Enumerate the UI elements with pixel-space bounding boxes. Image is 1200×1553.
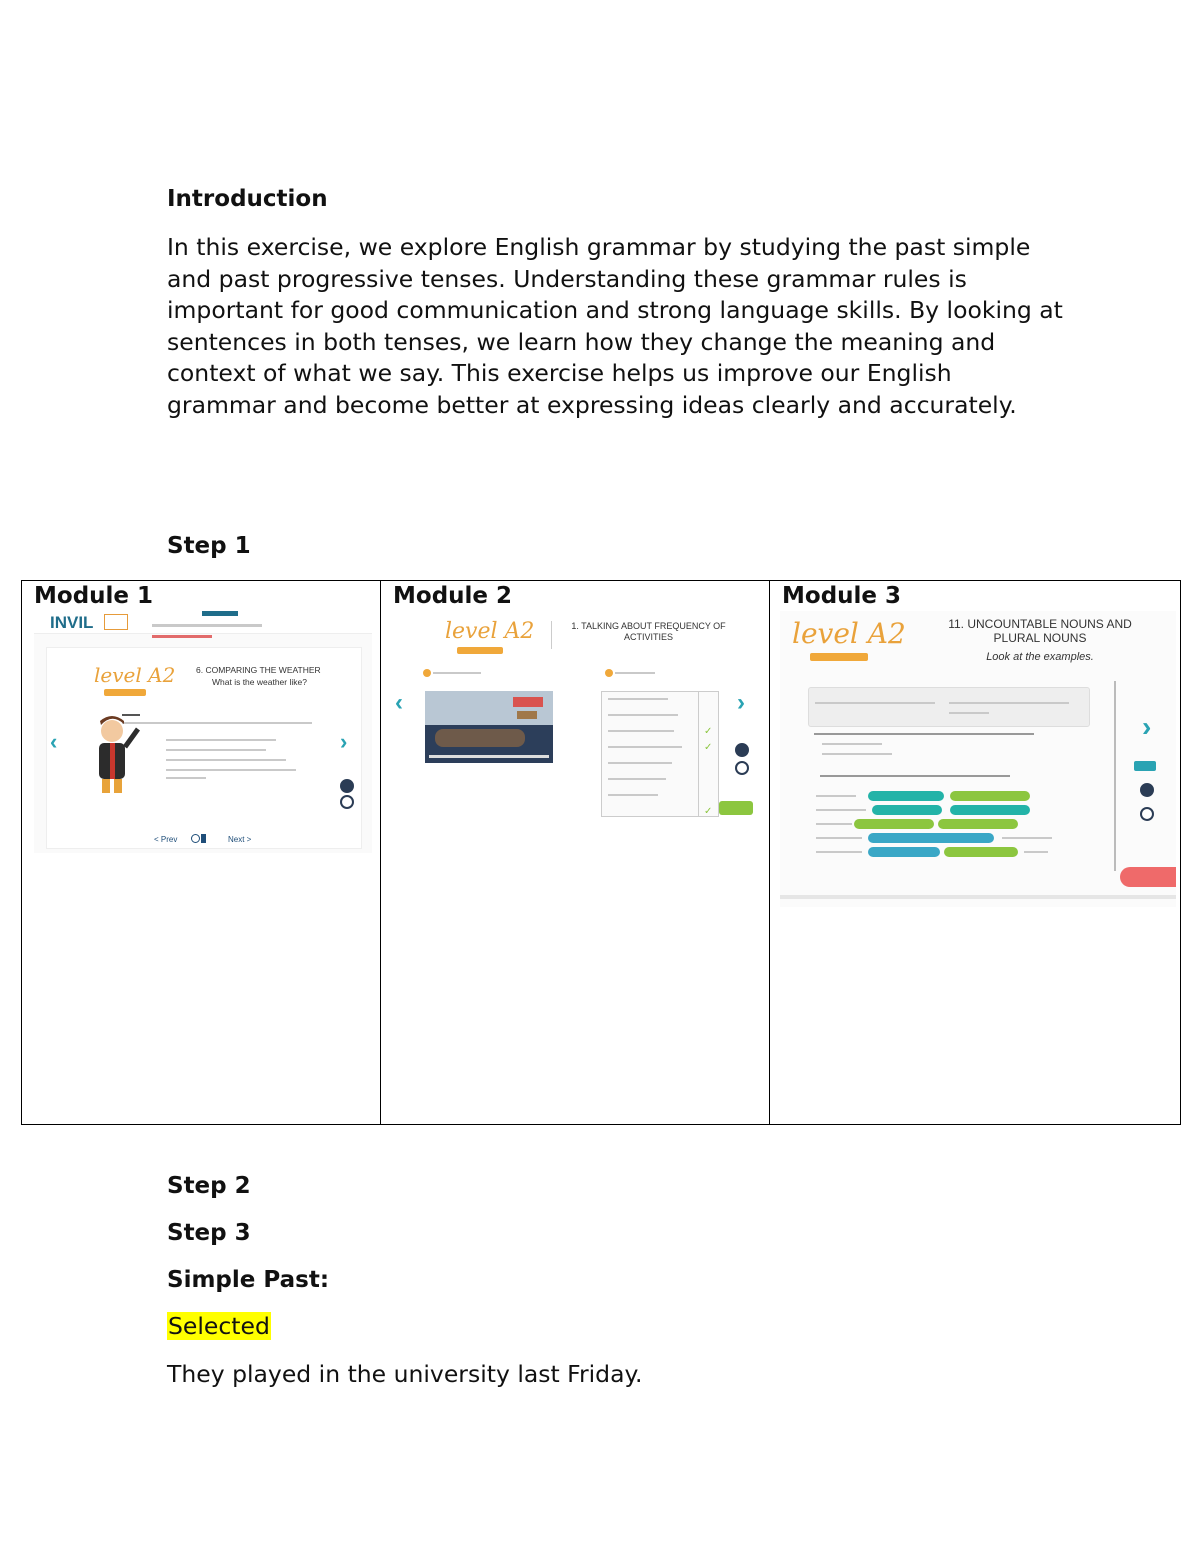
module-3-reset-icon[interactable]	[1140, 807, 1154, 821]
module-2-next-arrow-icon[interactable]: ›	[737, 689, 745, 716]
module-1-level-logo: level A2	[94, 663, 176, 687]
module-2-screenshot	[393, 611, 757, 823]
module-3-check-icon[interactable]	[1140, 783, 1154, 797]
module-1-reset-icon[interactable]	[340, 795, 354, 809]
module-1-next-button[interactable]: Next >	[228, 835, 252, 844]
example-sentence: They played in the university last Friday.	[167, 1360, 643, 1388]
module-2-finish-button[interactable]	[719, 801, 753, 815]
module-2-title: Module 2	[393, 583, 513, 609]
simple-past-heading: Simple Past:	[167, 1267, 330, 1293]
module-1-logo: INVIL	[50, 613, 94, 632]
module-3-cell	[770, 581, 1181, 1125]
step-3-heading: Step 3	[167, 1220, 251, 1246]
module-2-level-logo: level A2	[445, 619, 535, 644]
module-3-finish-button[interactable]	[1120, 867, 1176, 887]
module-1-next-arrow-icon[interactable]: ›	[340, 729, 348, 754]
intro-heading: Introduction	[167, 186, 328, 212]
module-2-cell	[381, 581, 770, 1125]
module-2-prev-arrow-icon[interactable]: ‹	[395, 689, 403, 716]
module-1-prev-arrow-icon[interactable]: ‹	[50, 729, 58, 754]
modules-table	[21, 580, 1181, 1125]
module-1-check-icon[interactable]	[340, 779, 354, 793]
step-2-heading: Step 2	[167, 1173, 251, 1199]
module-2-lesson-title: 1. TALKING ABOUT FREQUENCY OF ACTIVITIES	[571, 621, 726, 642]
module-2-video-player[interactable]	[425, 691, 553, 763]
selected-highlight-label: Selected	[168, 1312, 270, 1340]
step-1-heading: Step 1	[167, 533, 251, 559]
module-1-lesson-title: 6. COMPARING THE WEATHER	[196, 665, 321, 675]
module-3-hint-button[interactable]	[1134, 761, 1156, 771]
module-3-title: Module 3	[782, 583, 902, 609]
module-1-title: Module 1	[34, 583, 154, 609]
module-3-lesson-title: 11. UNCOUNTABLE NOUNS AND PLURAL NOUNS	[948, 617, 1132, 645]
module-2-check-icon[interactable]	[735, 743, 749, 757]
module-1-screenshot	[34, 611, 372, 853]
module-3-screenshot	[780, 611, 1176, 907]
module-1-cell	[22, 581, 381, 1125]
module-2-tick-icon: ✓	[704, 726, 713, 737]
module-2-reset-icon[interactable]	[735, 761, 749, 775]
module-1-lesson-subtitle: What is the weather like?	[212, 677, 307, 687]
intro-paragraph: In this exercise, we explore English grammar by studying the past simple and past progressive tenses. Understanding these grammar rules is important for good communication and strong language skills. By looking at sentences in both tenses, we learn how they change the meaning and context of what we say. This exercise helps us improve our English grammar and become better at expressing ideas clearly and accurately.	[167, 233, 1063, 419]
module-2-exercise-list	[601, 691, 719, 817]
module-1-prev-button[interactable]: < Prev	[154, 835, 178, 844]
module-3-next-arrow-icon[interactable]: ›	[1142, 711, 1152, 742]
module-2-tick-icon: ✓	[704, 742, 713, 753]
student-illustration-icon	[84, 711, 140, 797]
module-3-lesson-subtitle: Look at the examples.	[986, 651, 1094, 663]
module-3-level-logo: level A2	[792, 617, 906, 650]
module-2-tick-icon: ✓	[704, 806, 713, 817]
